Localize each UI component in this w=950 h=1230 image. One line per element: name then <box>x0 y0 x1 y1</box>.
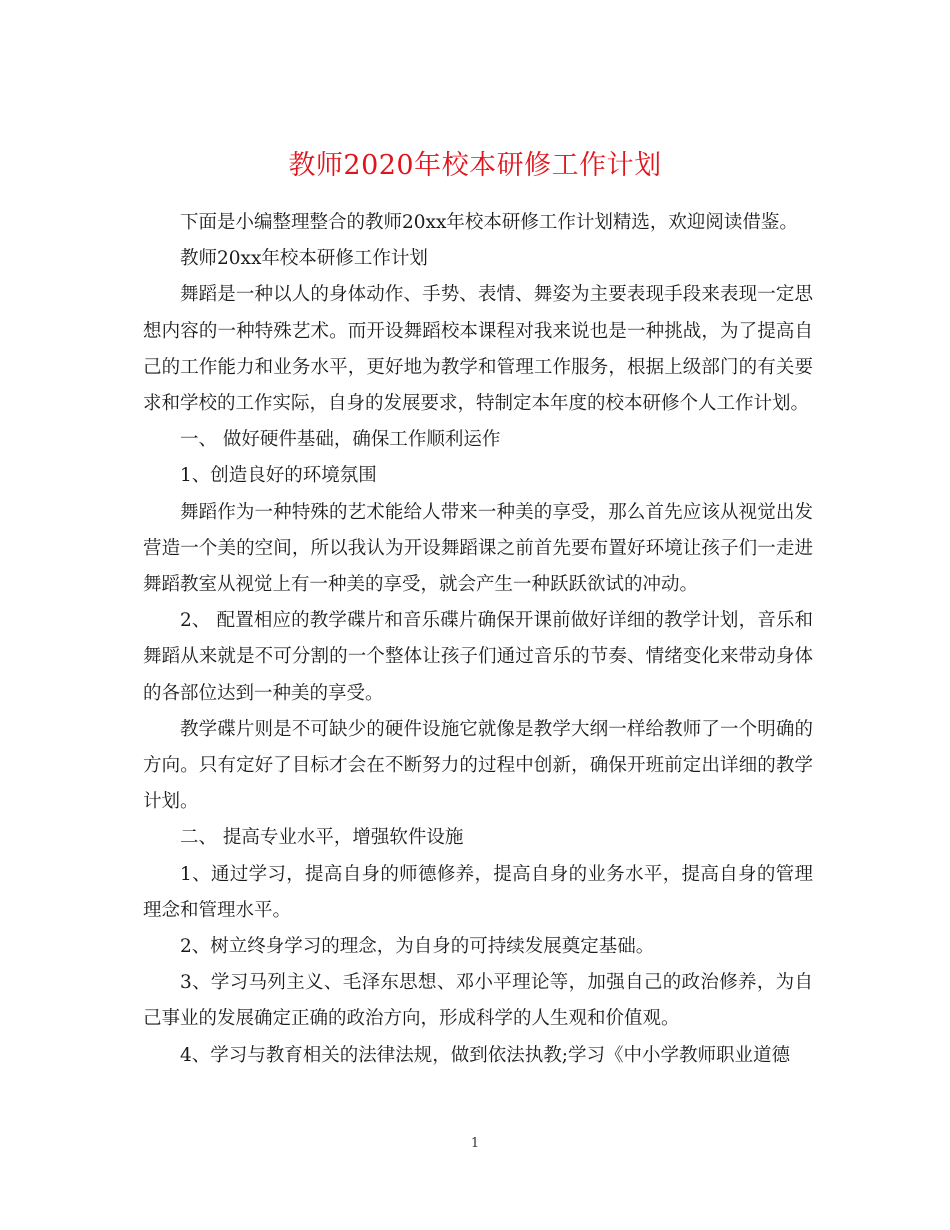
paragraph-media: 2、 配置相应的教学碟片和音乐碟片确保开课前做好详细的教学计划，音乐和舞蹈从来就是不可分割的一个整体让孩子们通过音乐的节奏、情绪变化来带动身体的各部位达到一种美的享受。 <box>143 610 813 704</box>
page-number: 1 <box>470 1136 480 1151</box>
paragraph-teaching-discs: 教学碟片则是不可缺少的硬件设施它就像是教学大纲一样给教师了一个明确的方向。只有定好了目标才会在不断努力的过程中创新，确保开班前定出详细的教学计划。 <box>143 718 813 813</box>
document-title: 教师2020年校本研修工作计划 <box>288 150 662 182</box>
list-item-2-2: 2、树立终身学习的理念，为自身的可持续发展奠定基础。 <box>180 936 655 958</box>
paragraph-subtitle: 教师20xx年校本研修工作计划 <box>180 248 428 270</box>
paragraph-intro: 下面是小编整理整合的教师20xx年校本研修工作计划精选，欢迎阅读借鉴。 <box>180 212 798 233</box>
paragraph-environment: 舞蹈作为一种特殊的艺术能给人带来一种美的享受，那么首先应该从视觉出发营造一个美的空间，所以我认为开设舞蹈课之前首先要布置好环境让孩子们一走进舞蹈教室从视觉上有一种美的享受，就会产生一种跃跃欲试的冲动。 <box>143 501 813 596</box>
document-body <box>143 205 813 1074</box>
subsection-heading-1-1: 1、创造良好的环境氛围 <box>180 465 377 487</box>
list-item-2-1: 1、通过学习，提高自身的师德修养，提高自身的业务水平，提高自身的管理理念和管理水平。 <box>143 863 813 921</box>
paragraph-overview: 舞蹈是一种以人的身体动作、手势、表情、舞姿为主要表现手段来表现一定思想内容的一种特殊艺术。而开设舞蹈校本课程对我来说也是一种挑战，为了提高自己的工作能力和业务水平，更好地为教学和管理工作服务，根据上级部门的有关要求和学校的工作实际，自身的发展要求，特制定本年度的校本研修个人工作计划。 <box>143 284 813 415</box>
section-heading-2: 二、 提高专业水平，增强软件设施 <box>180 827 464 849</box>
section-heading-1: 一、 做好硬件基础，确保工作顺利运作 <box>180 429 501 451</box>
list-item-2-4: 4、学习与教育相关的法律法规，做到依法执教;学习《中小学教师职业道德 <box>180 1044 791 1066</box>
list-item-2-3: 3、学习马列主义、毛泽东思想、邓小平理论等，加强自己的政治修养，为自己事业的发展确定正确的政治方向，形成科学的人生观和价值观。 <box>143 972 813 1030</box>
